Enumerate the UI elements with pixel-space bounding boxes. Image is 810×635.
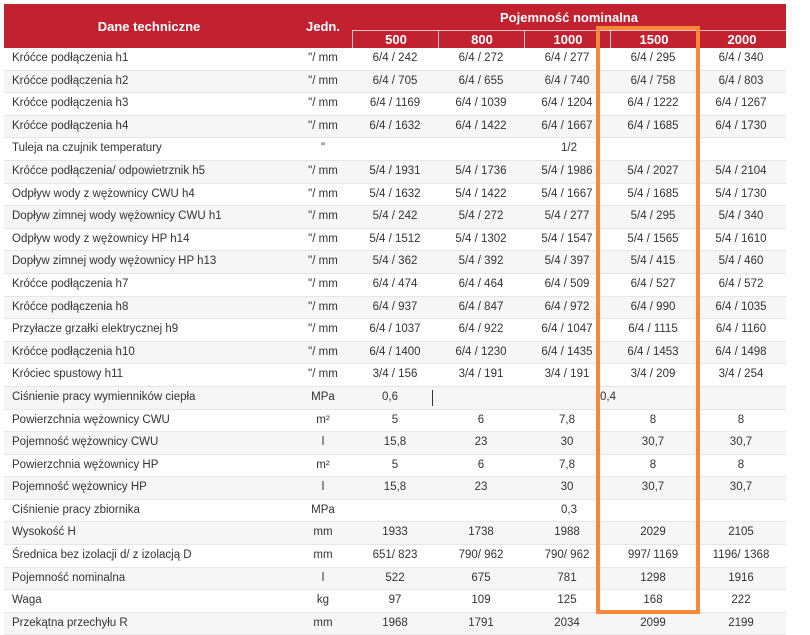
- table-cell: 6/4 / 990: [630, 300, 676, 313]
- row-unit: "/ mm: [308, 255, 338, 268]
- table-row: [4, 342, 786, 365]
- table-cell: 6/4 / 1039: [455, 97, 507, 110]
- row-unit: "/ mm: [308, 74, 338, 87]
- row-label: Pojemność wężownicy HP: [12, 481, 147, 494]
- table-row: [4, 568, 786, 591]
- table-row: [4, 500, 786, 523]
- table-cell: 5/4 / 1736: [455, 164, 507, 177]
- table-cell: 8: [737, 458, 745, 471]
- table-cell: 7,8: [559, 458, 575, 471]
- table-cell: 997/ 1169: [627, 549, 679, 562]
- row-unit: "/ mm: [308, 210, 338, 223]
- table-cell: 6/4 / 527: [630, 277, 676, 290]
- table-cell: 6/4 / 474: [372, 277, 418, 290]
- technical-data-table: [4, 4, 786, 635]
- row-label: Pojemność nominalna: [12, 571, 126, 584]
- table-cell: 6/4 / 1667: [541, 119, 593, 132]
- row-label: Wysokość H: [12, 526, 76, 539]
- table-cell: 5/4 / 1685: [627, 187, 679, 200]
- table-cell: 6/4 / 464: [458, 277, 504, 290]
- table-cell: 30,7: [729, 436, 753, 449]
- header-unit: Jedn.: [306, 18, 340, 34]
- table-cell: 6/4 / 272: [458, 52, 504, 64]
- header-col-2000: 2000: [696, 30, 787, 48]
- row-label: Powierzchnia wężownicy CWU: [12, 413, 170, 426]
- table-body: [4, 48, 786, 635]
- table-cell: 5/4 / 362: [372, 255, 418, 268]
- table-cell: 5/4 / 1632: [369, 187, 421, 200]
- table-cell: 5/4 / 1667: [541, 187, 593, 200]
- table-row: [4, 410, 786, 433]
- row-unit: "/ mm: [308, 164, 338, 177]
- table-cell: 5/4 / 277: [544, 210, 590, 223]
- table-cell: 3/4 / 191: [544, 368, 590, 381]
- table-cell: 5/4 / 295: [630, 210, 676, 223]
- table-cell: 1916: [728, 571, 754, 584]
- row-unit: kg: [316, 594, 330, 607]
- table-cell: 15,8: [383, 481, 407, 494]
- header-group: Pojemność nominalna: [352, 4, 786, 31]
- table-cell: 6/4 / 1730: [715, 119, 767, 132]
- row-label: Króciec spustowy h11: [12, 368, 124, 381]
- table-cell: 6/4 / 1160: [715, 323, 767, 336]
- row-label: Króćce podłączenia h3: [12, 97, 129, 110]
- table-cell: 1933: [382, 526, 408, 539]
- table-cell: 30: [560, 436, 574, 449]
- table-cell: 5/4 / 1565: [627, 232, 679, 245]
- table-header: [4, 4, 786, 48]
- table-cell: 23: [474, 436, 488, 449]
- table-cell: 5/4 / 397: [544, 255, 590, 268]
- table-cell: 7,8: [559, 413, 575, 426]
- table-row: [4, 364, 786, 387]
- table-row: [4, 229, 786, 252]
- table-cell: 6/4 / 1632: [369, 119, 421, 132]
- row-label: Króćce podłączenia/ odpowietrznik h5: [12, 164, 206, 177]
- table-cell: 5/4 / 392: [458, 255, 504, 268]
- table-cell: 1988: [554, 526, 580, 539]
- header-col-1000: 1000: [524, 30, 611, 48]
- table-cell: 6/4 / 1115: [628, 323, 678, 336]
- table-cell: 5/4 / 340: [718, 210, 764, 223]
- row-label: Waga: [12, 594, 42, 607]
- table-cell: 5/4 / 1512: [369, 232, 421, 245]
- table-row: [4, 545, 786, 568]
- row-unit: "/ mm: [308, 277, 338, 290]
- table-cell: 2105: [728, 526, 754, 539]
- table-cell: 5/4 / 1610: [715, 232, 767, 245]
- table-cell: 5/4 / 1422: [455, 187, 507, 200]
- table-cell: 5/4 / 242: [372, 210, 418, 223]
- row-unit: "/ mm: [308, 323, 338, 336]
- table-cell: 5/4 / 1931: [369, 164, 421, 177]
- row-unit: l: [321, 571, 325, 584]
- table-cell: 5/4 / 2027: [627, 164, 679, 177]
- table-cell: 6/4 / 242: [372, 52, 418, 64]
- table-cell: 8: [649, 458, 657, 471]
- row-label: Przyłacze grzałki elektrycznej h9: [12, 323, 179, 336]
- row-unit: m²: [316, 413, 330, 426]
- table-cell: 1791: [468, 616, 494, 629]
- table-cell: 6/4 / 277: [544, 52, 590, 64]
- row-label: Króćce podłączenia h1: [12, 52, 129, 64]
- table-cell: 781: [557, 571, 577, 584]
- table-cell: 5/4 / 460: [718, 255, 764, 268]
- table-cell: 3/4 / 156: [372, 368, 418, 381]
- table-cell: 15,8: [383, 436, 407, 449]
- row-label: Króćce podłączenia h2: [12, 74, 129, 87]
- table-cell: 6/4 / 1435: [541, 345, 593, 358]
- row-label: Średnica bez izolacji d/ z izolacją D: [12, 549, 192, 562]
- table-cell: 5/4 / 1302: [455, 232, 507, 245]
- table-cell-merged: 0,3: [561, 503, 577, 516]
- table-cell: 6/4 / 1204: [541, 97, 593, 110]
- table-cell: 6/4 / 509: [544, 277, 590, 290]
- row-unit: "/ mm: [308, 232, 338, 245]
- table-cell: 109: [471, 594, 491, 607]
- table-cell: 6/4 / 1400: [369, 345, 421, 358]
- row-unit: mm: [313, 549, 333, 562]
- table-cell: 1738: [468, 526, 494, 539]
- row-unit: mm: [313, 526, 333, 539]
- table-cell: 675: [471, 571, 491, 584]
- row-label: Króćce podłączenia h7: [12, 277, 129, 290]
- table-cell: 2029: [640, 526, 666, 539]
- table-cell: 30,7: [729, 481, 753, 494]
- table-cell: 1968: [382, 616, 408, 629]
- table-row: [4, 71, 786, 94]
- header-col-500: 500: [352, 30, 439, 48]
- table-cell: 222: [731, 594, 751, 607]
- row-unit: l: [321, 481, 325, 494]
- table-cell: 3/4 / 254: [718, 368, 764, 381]
- table-row: [4, 297, 786, 320]
- row-unit: "/ mm: [308, 187, 338, 200]
- table-row: [4, 387, 786, 410]
- row-unit: MPa: [311, 390, 335, 403]
- table-cell: 6/4 / 1498: [715, 345, 767, 358]
- table-cell: 6/4 / 922: [458, 323, 504, 336]
- row-unit: l: [321, 436, 325, 449]
- table-cell: 6/4 / 740: [544, 74, 590, 87]
- row-label: Tuleja na czujnik temperatury: [12, 142, 162, 155]
- table-cell: 6/4 / 1047: [541, 323, 593, 336]
- table-cell: 6/4 / 1267: [715, 97, 767, 110]
- table-row: [4, 251, 786, 274]
- row-unit: "/ mm: [308, 368, 338, 381]
- table-cell: 8: [737, 413, 745, 426]
- table-cell: 6/4 / 572: [718, 277, 764, 290]
- table-row: [4, 138, 786, 161]
- row-unit: "/ mm: [308, 52, 338, 64]
- table-cell: 6/4 / 1422: [455, 119, 507, 132]
- table-row: [4, 319, 786, 342]
- table-cell: 30,7: [641, 436, 665, 449]
- table-cell: 5/4 / 1547: [541, 232, 593, 245]
- row-unit: "/ mm: [308, 97, 338, 110]
- table-cell: 6/4 / 655: [458, 74, 504, 87]
- table-cell: 23: [474, 481, 488, 494]
- header-col-800: 800: [438, 30, 525, 48]
- row-label: Króćce podłączenia h4: [12, 119, 129, 132]
- row-label: Odpływ wody z wężownicy HP h14: [12, 232, 190, 245]
- row-label: Powierzchnia wężownicy HP: [12, 458, 159, 471]
- row-unit: ": [320, 142, 326, 155]
- table-cell: 2199: [728, 616, 754, 629]
- table-cell: 6/4 / 1222: [627, 97, 679, 110]
- row-unit: "/ mm: [308, 345, 338, 358]
- table-cell: 6/4 / 1037: [369, 323, 421, 336]
- table-cell: 6: [477, 413, 485, 426]
- row-label: Dopływ zimnej wody wężownicy CWU h1: [12, 210, 222, 223]
- table-cell: 5/4 / 1730: [715, 187, 767, 200]
- table-cell-merged: 0,4: [600, 390, 616, 403]
- table-cell: 2034: [554, 616, 580, 629]
- table-cell: 522: [385, 571, 405, 584]
- table-cell: 6/4 / 972: [544, 300, 590, 313]
- table-row: [4, 613, 786, 635]
- table-cell: 5: [391, 413, 399, 426]
- cell-divider: [432, 390, 433, 406]
- table-cell: 1196/ 1368: [712, 549, 770, 562]
- table-cell: 5/4 / 2104: [715, 164, 767, 177]
- table-cell: 2099: [640, 616, 666, 629]
- table-row: [4, 93, 786, 116]
- table-cell: 6/4 / 705: [372, 74, 418, 87]
- row-label: Odpływ wody z wężownicy CWU h4: [12, 187, 195, 200]
- table-cell: 97: [388, 594, 402, 607]
- row-unit: m²: [316, 458, 330, 471]
- table-cell: 651/ 823: [372, 549, 418, 562]
- row-label: Pojemność wężownicy CWU: [12, 436, 159, 449]
- table-row: [4, 184, 786, 207]
- table-cell: 790/ 962: [458, 549, 504, 562]
- table-cell: 6/4 / 937: [372, 300, 418, 313]
- row-label: Króćce podłączenia h8: [12, 300, 129, 313]
- row-label: Ciśnienie pracy zbiornika: [12, 503, 140, 516]
- table-cell: 6/4 / 1169: [369, 97, 421, 110]
- row-label: Króćce podłączenia h10: [12, 345, 135, 358]
- header-col-1500: 1500: [610, 30, 697, 48]
- table-cell: 3/4 / 209: [630, 368, 676, 381]
- table-row: [4, 455, 786, 478]
- row-label: Przekątna przechyłu R: [12, 616, 128, 629]
- table-cell: 5: [391, 458, 399, 471]
- table-cell: 6/4 / 1685: [627, 119, 679, 132]
- row-label: Ciśnienie pracy wymienników ciepła: [12, 390, 196, 403]
- table-row: [4, 161, 786, 184]
- table-cell: 6/4 / 847: [458, 300, 504, 313]
- table-cell: 30: [560, 481, 574, 494]
- table-cell-merged: 1/2: [561, 142, 577, 155]
- row-unit: "/ mm: [308, 119, 338, 132]
- row-unit: MPa: [311, 503, 335, 516]
- table-row: [4, 206, 786, 229]
- table-cell: 6/4 / 803: [718, 74, 764, 87]
- table-cell: 6/4 / 1453: [627, 345, 679, 358]
- table-cell: 8: [649, 413, 657, 426]
- header-title: Dane techniczne: [97, 18, 201, 34]
- table-cell-merged: 0,6: [382, 390, 398, 403]
- table-row: [4, 116, 786, 139]
- table-cell: 6/4 / 295: [630, 52, 676, 64]
- row-label: Dopływ zimnej wody wężownicy HP h13: [12, 255, 217, 268]
- table-cell: 6/4 / 758: [630, 74, 676, 87]
- table-cell: 5/4 / 272: [458, 210, 504, 223]
- table-cell: 3/4 / 191: [458, 368, 504, 381]
- table-row: [4, 274, 786, 297]
- table-cell: 125: [557, 594, 577, 607]
- table-cell: 1298: [640, 571, 666, 584]
- table-row: [4, 48, 786, 71]
- table-row: [4, 432, 786, 455]
- table-cell: 6/4 / 1230: [455, 345, 507, 358]
- table-cell: 6/4 / 340: [718, 52, 764, 64]
- table-row: [4, 477, 786, 500]
- table-row: [4, 522, 786, 545]
- table-cell: 5/4 / 415: [630, 255, 676, 268]
- table-cell: 168: [643, 594, 663, 607]
- table-cell: 790/ 962: [544, 549, 590, 562]
- table-cell: 6: [477, 458, 485, 471]
- row-unit: "/ mm: [308, 300, 338, 313]
- table-row: [4, 590, 786, 613]
- table-cell: 5/4 / 1986: [541, 164, 593, 177]
- table-cell: 6/4 / 1035: [715, 300, 767, 313]
- table-cell: 30,7: [641, 481, 665, 494]
- row-unit: mm: [313, 616, 333, 629]
